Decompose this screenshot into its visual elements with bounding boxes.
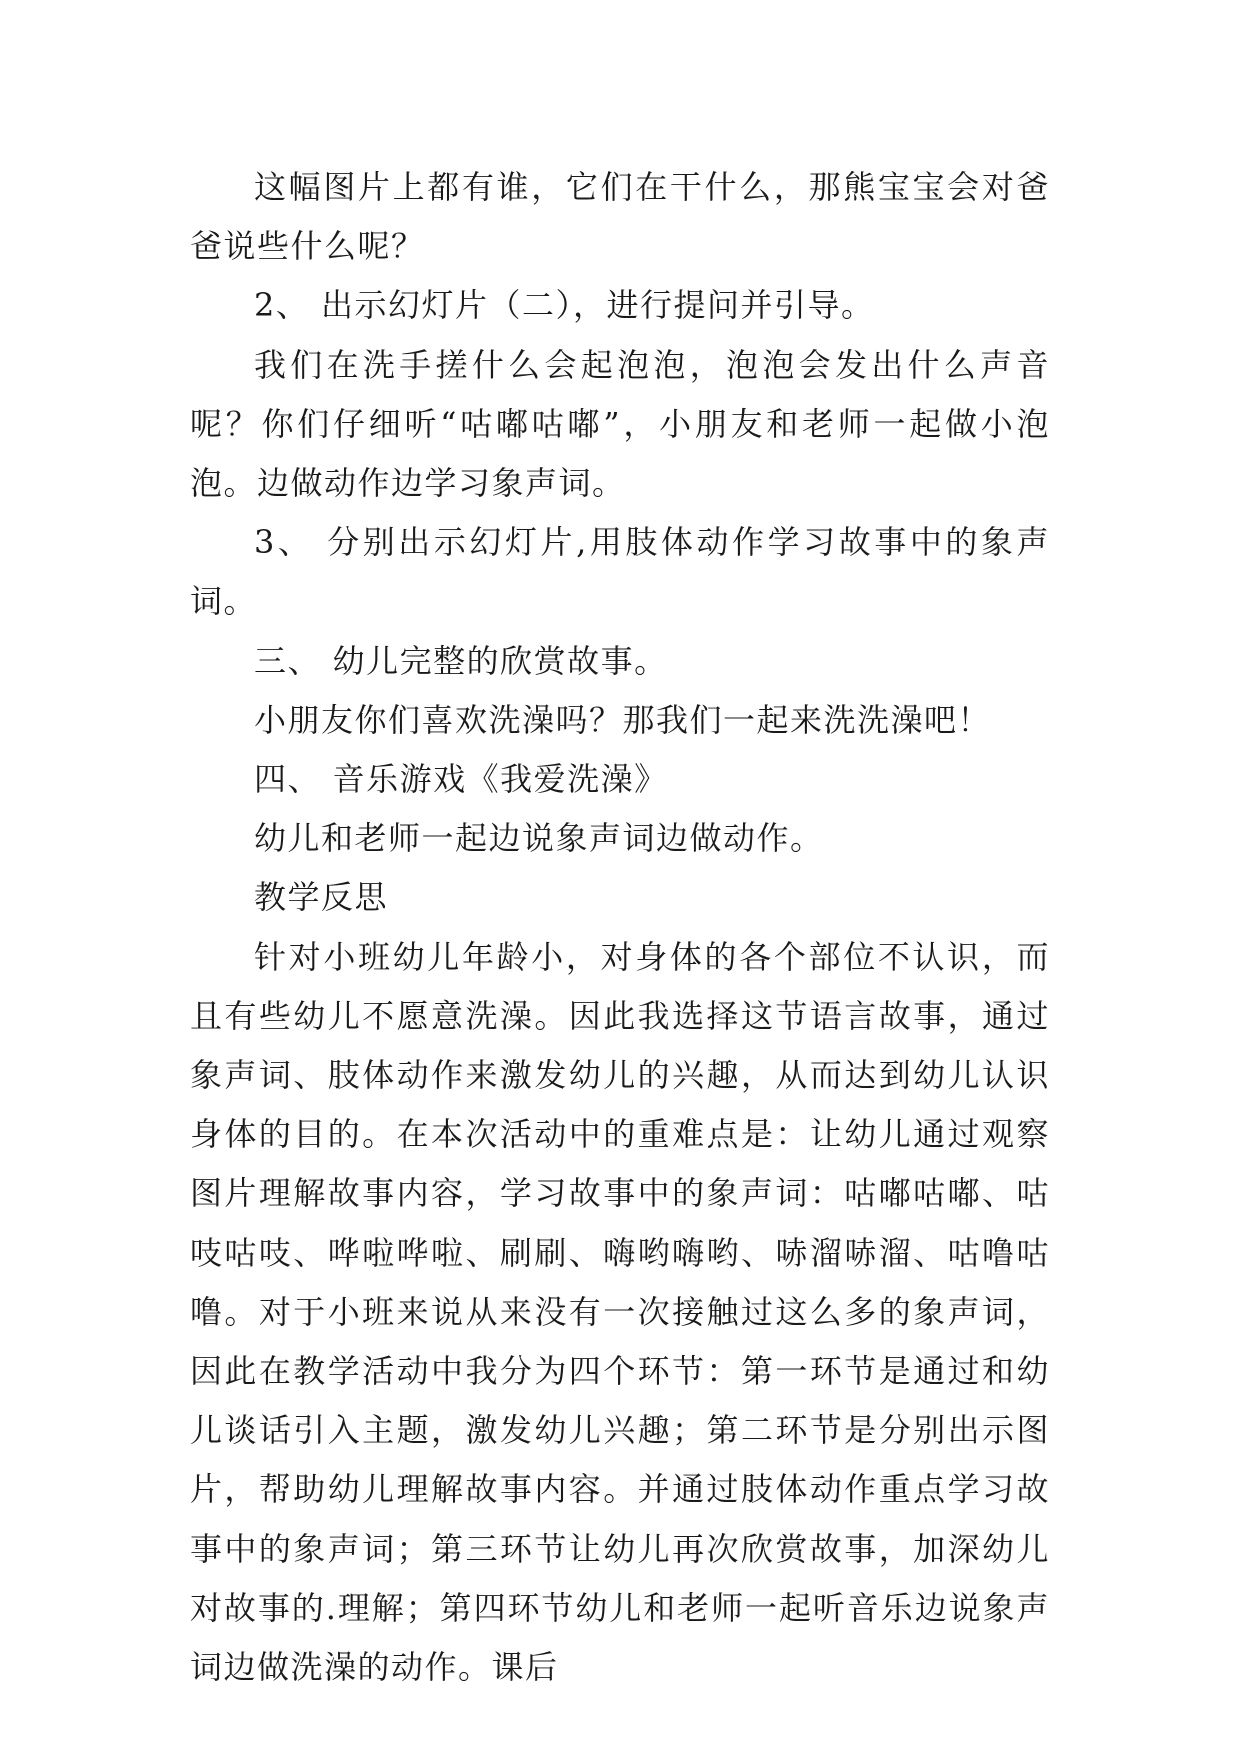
- paragraph-section-4: 四、 音乐游戏《我爱洗澡》: [254, 760, 668, 799]
- paragraph-bath-question: 小朋友你们喜欢洗澡吗？那我们一起来洗洗澡吧！: [254, 700, 992, 739]
- document-body: [190, 158, 1050, 1697]
- paragraph-step-2: 2、 出示幻灯片（二），进行提问并引导。: [254, 286, 875, 325]
- paragraph-intro-question: 这幅图片上都有谁，它们在干什么，那熊宝宝会对爸爸说些什么呢？: [190, 168, 1050, 266]
- paragraph-game-activity: 幼儿和老师一起边说象声词边做动作。: [254, 819, 824, 858]
- heading-teaching-reflection: 教学反思: [254, 878, 389, 917]
- paragraph-bubbles: 我们在洗手搓什么会起泡泡，泡泡会发出什么声音呢？你们仔细听“咕嘟咕嘟”，小朋友和老师一起做小泡泡。边做动作边学习象声词。: [190, 345, 1050, 503]
- paragraph-section-3: 三、 幼儿完整的欣赏故事。: [254, 641, 668, 680]
- paragraph-reflection: 针对小班幼儿年龄小，对身体的各个部位不认识，而且有些幼儿不愿意洗澡。因此我选择这节语言故事，通过象声词、肢体动作来激发幼儿的兴趣，从而达到幼儿认识身体的目的。在本次活动中的重难点是：让幼儿通过观察图片理解故事内容，学习故事中的象声词：咕嘟咕嘟、咕吱咕吱、哗啦哗啦、刷刷、嗨哟嗨哟、哧溜哧溜、咕噜咕噜。对于小班来说从来没有一次接触过这么多的象声词，因此在教学活动中我分为四个环节：第一环节是通过和幼儿谈话引入主题，激发幼儿兴趣；第二环节是分别出示图片，帮助幼儿理解故事内容。并通过肢体动作重点学习故事中的象声词；第三环节让幼儿再次欣赏故事，加深幼儿对故事的.理解；第四环节幼儿和老师一起听音乐边说象声词边做洗澡的动作。课后: [190, 937, 1050, 1687]
- paragraph-step-3: 3、 分别出示幻灯片,用肢体动作学习故事中的象声词。: [190, 523, 1050, 621]
